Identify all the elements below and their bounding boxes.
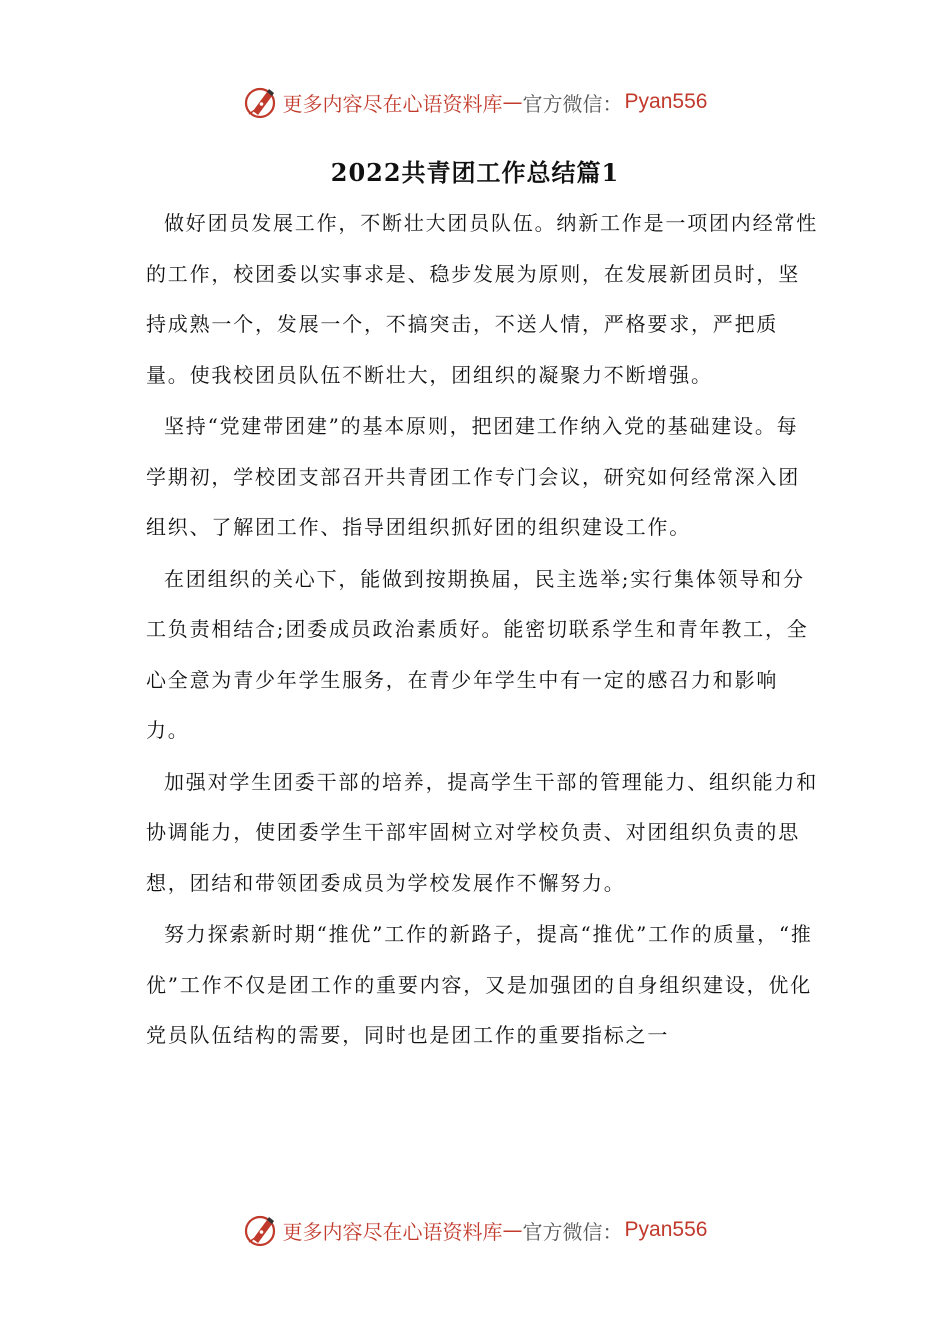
banner-text: 更多内容尽在心语资料库 xyxy=(282,1219,503,1244)
pen-nib-logo-icon xyxy=(243,84,279,120)
document-body xyxy=(146,198,818,1062)
banner-official-label: 官方微信： xyxy=(522,91,623,116)
banner-dash: — xyxy=(502,1218,523,1242)
banner-dash: — xyxy=(502,90,523,114)
footer-banner xyxy=(0,1210,950,1250)
header-banner xyxy=(0,82,950,122)
paragraph: 做好团员发展工作，不断壮大团员队伍。纳新工作是一项团内经常性的工作，校团委以实事求是、稳步发展为原则，在发展新团员时，坚持成熟一个，发展一个，不搞突击，不送人情，严格要求，严把质量。使我校团员队伍不断壮大，团组织的凝聚力不断增强。 xyxy=(146,211,818,387)
paragraph: 加强对学生团委干部的培养，提高学生干部的管理能力、组织能力和协调能力，使团委学生干部牢固树立对学校负责、对团组织负责的思想，团结和带领团委成员为学校发展作不懈努力。 xyxy=(146,769,818,895)
paragraph: 努力探索新时期“推优”工作的新路子，提高“推优”工作的质量，“推优”工作不仅是团工作的重要内容，又是加强团的自身组织建设，优化党员队伍结构的需要，同时也是团工作的重要指标之一 xyxy=(146,922,813,1047)
banner-wechat-id: Pyan556 xyxy=(624,90,708,113)
document-title: 2022共青团工作总结篇1 xyxy=(330,158,620,187)
paragraph: 在团组织的关心下，能做到按期换届，民主选举;实行集体领导和分工负责相结合;团委成员政治素质好。能密切联系学生和青年教工，全心全意为青少年学生服务，在青少年学生中有一定的感召力和影响力。 xyxy=(146,566,809,742)
banner-wechat-id: Pyan556 xyxy=(624,1218,708,1241)
banner-official-label: 官方微信： xyxy=(522,1219,623,1244)
pen-nib-logo-icon xyxy=(243,1212,279,1248)
paragraph: 坚持“党建带团建”的基本原则，把团建工作纳入党的基础建设。每学期初，学校团支部召开共青团工作专门会议，研究如何经常深入团组织、了解团工作、指导团组织抓好团的组织建设工作。 xyxy=(146,414,800,539)
banner-text: 更多内容尽在心语资料库 xyxy=(282,91,503,116)
